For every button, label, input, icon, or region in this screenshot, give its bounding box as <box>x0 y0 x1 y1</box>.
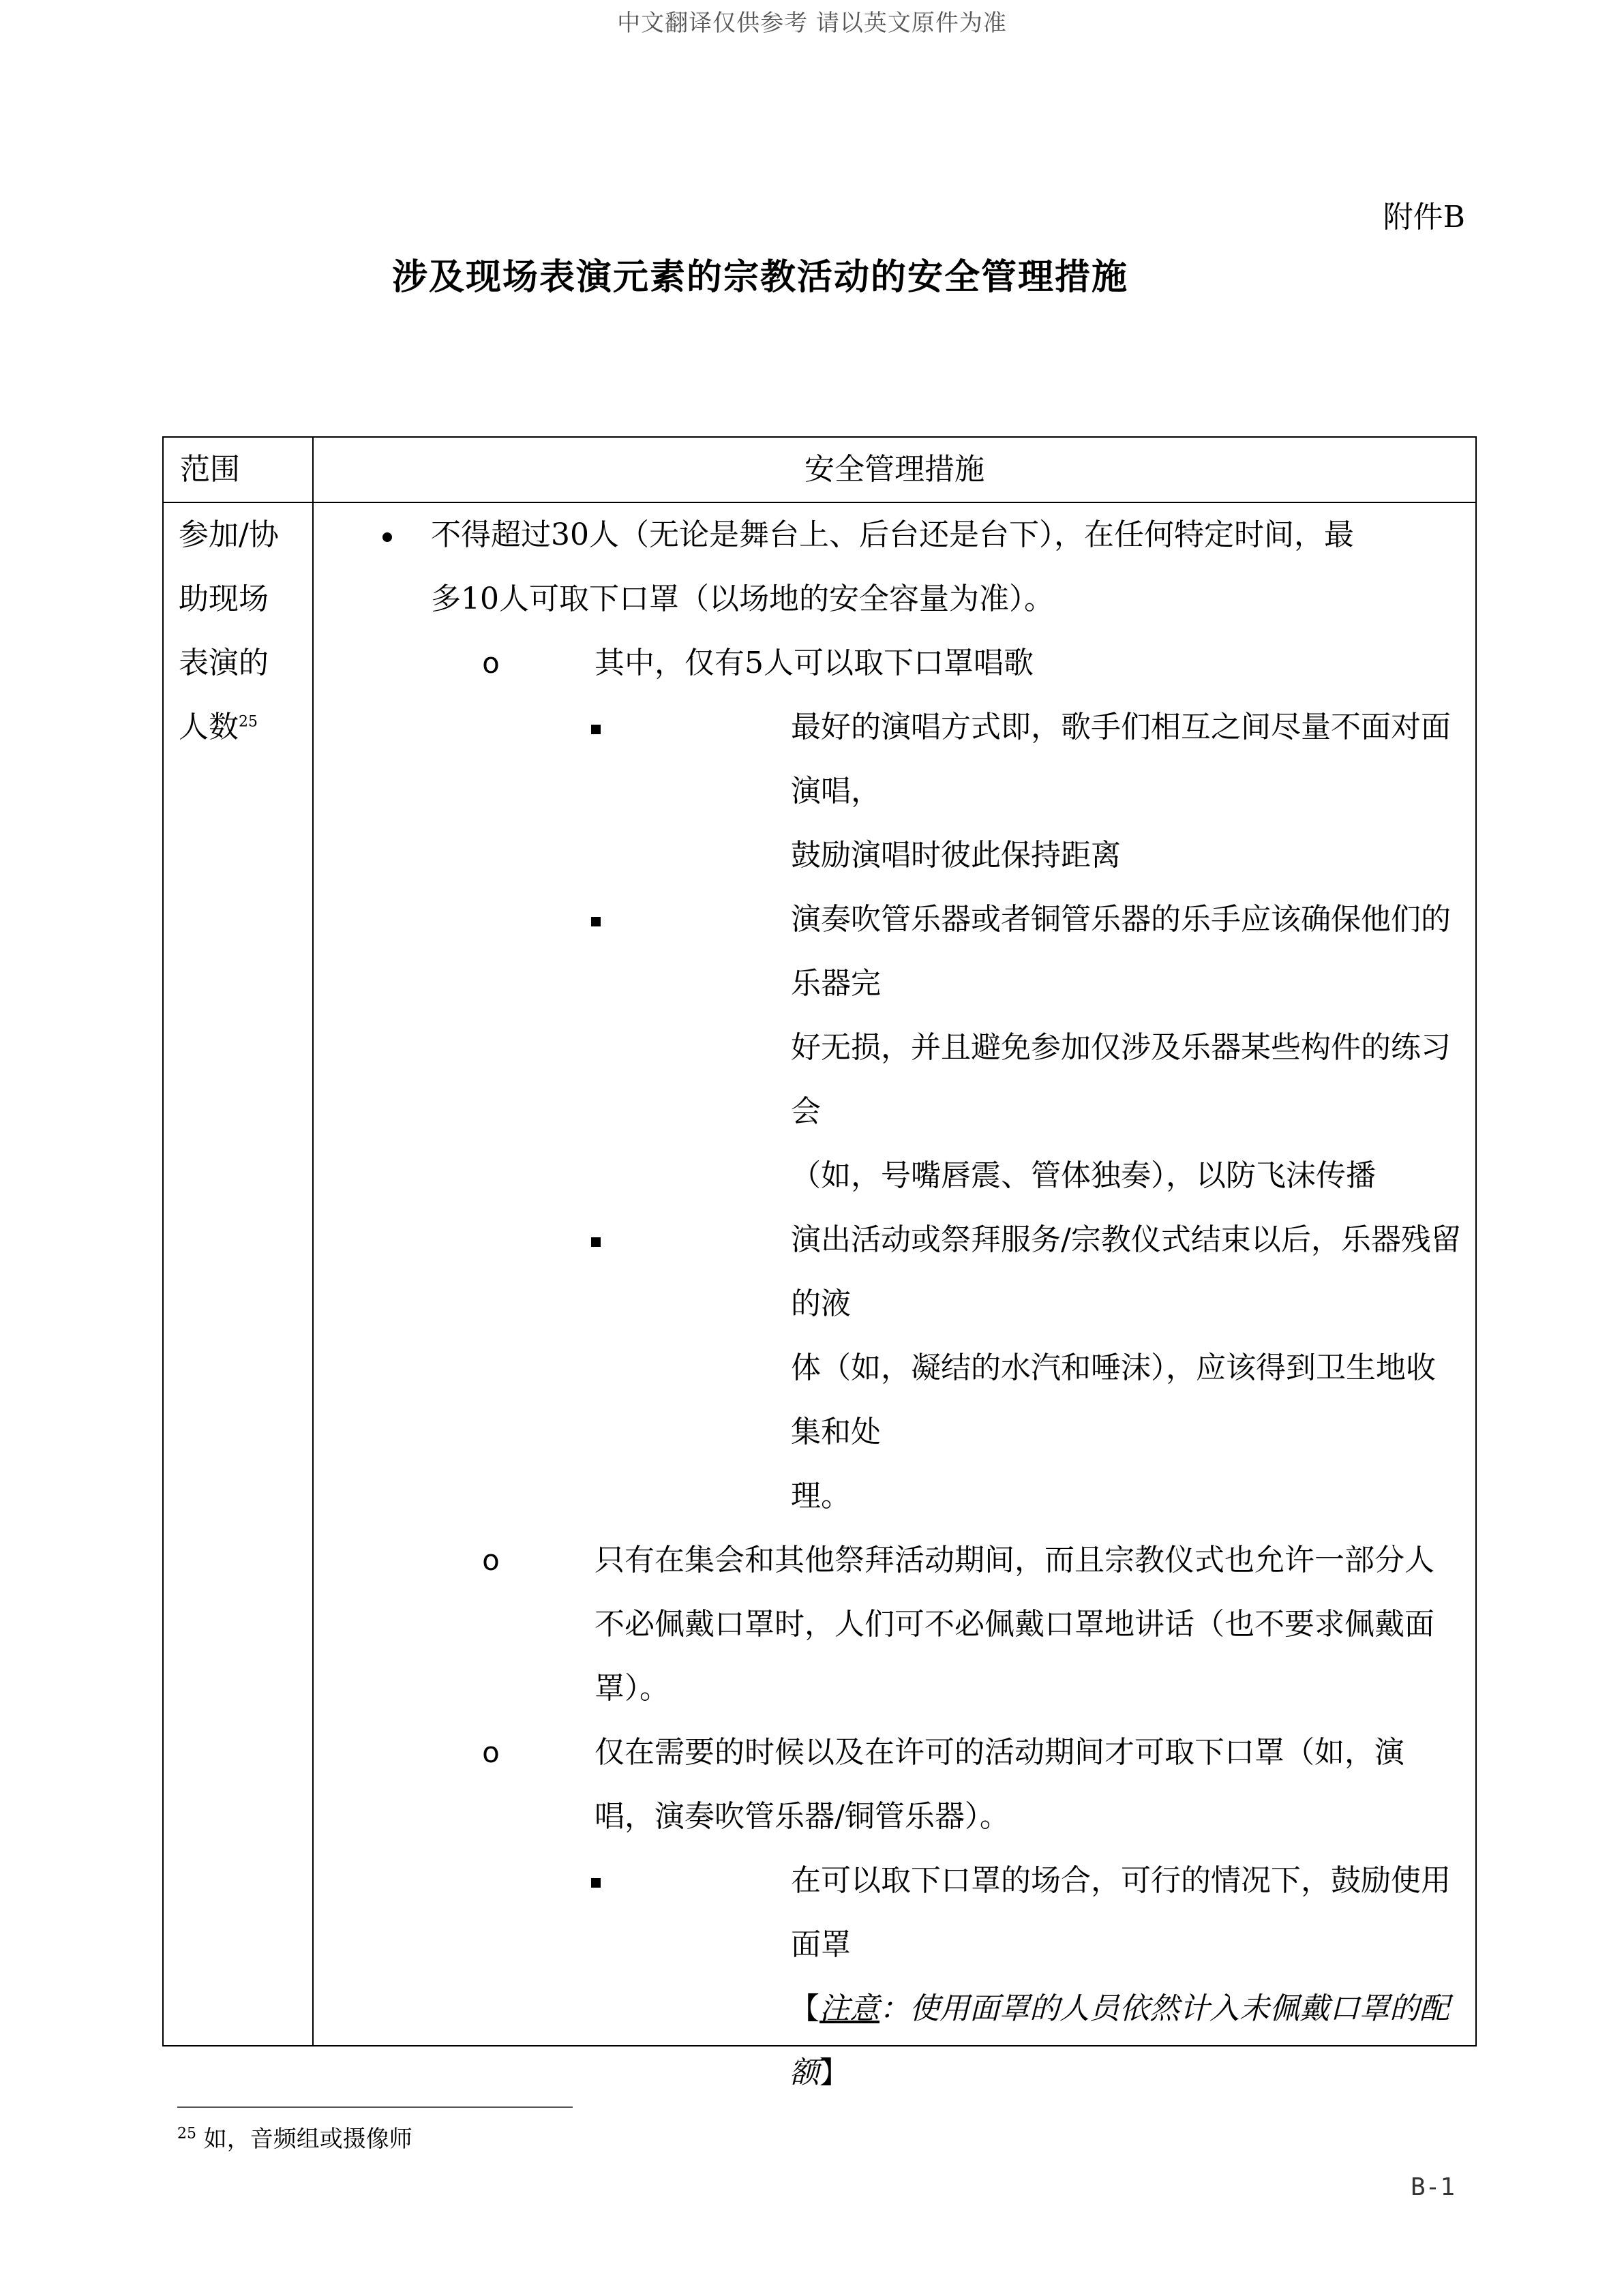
list-item <box>314 1849 1462 1977</box>
bullet-dot-icon <box>374 503 401 567</box>
document-title: 涉及现场表演元素的宗教活动的安全管理措施 <box>391 256 1128 298</box>
item-text: 好无损，并且避免参加仅涉及乐器某些构件的练习会 <box>791 1030 1451 1129</box>
list-item <box>314 1528 1462 1721</box>
translation-watermark: 中文翻译仅供参考 请以英文原件为准 <box>617 10 1007 37</box>
item-text: 多10人可取下口罩（以场地的安全容量为准）。 <box>431 581 1054 616</box>
item-text: 不必佩戴口罩时，人们可不必佩戴口罩地讲话（也不要求佩戴面 <box>595 1607 1434 1642</box>
item-text: 罩）。 <box>595 1671 670 1706</box>
item-text: 最好的演唱方式即，歌手们相互之间尽量不面对面演唱， <box>791 710 1451 809</box>
footnote-number: 25 <box>177 2125 196 2143</box>
item-text: 在可以取下口罩的场合，可行的情况下，鼓励使用面罩 <box>791 1863 1451 1962</box>
bullet-circle-icon: o <box>482 1736 500 1769</box>
measures-cell <box>314 503 1462 2105</box>
bullet-circle-icon: o <box>482 1543 500 1577</box>
scope-line: 助现场 <box>179 581 269 616</box>
list-item <box>314 695 1462 888</box>
item-text: 唱，演奏吹管乐器/铜管乐器）。 <box>595 1799 1010 1834</box>
item-text: 鼓励演唱时彼此保持距离 <box>791 838 1121 873</box>
item-text: （如，号嘴唇震、管体独奏），以防飞沫传播 <box>791 1158 1376 1193</box>
list-item <box>314 503 1462 631</box>
list-item <box>314 888 1462 1208</box>
list-item <box>314 1208 1462 1528</box>
item-text: 理。 <box>791 1479 851 1513</box>
scope-line: 参加/协 <box>179 517 279 552</box>
bullet-square-icon <box>582 1208 610 1272</box>
header-scope: 范围 <box>180 452 240 487</box>
bullet-square-icon <box>582 888 610 952</box>
scope-line <box>179 695 308 759</box>
note-bracket: 】 <box>819 2055 849 2090</box>
list-item <box>314 631 1462 695</box>
scope-line: 表演的 <box>179 646 269 680</box>
item-text: 仅在需要的时候以及在许可的活动期间才可取下口罩（如，演 <box>595 1735 1404 1770</box>
measures-table <box>162 436 1477 2090</box>
footnote-text: 如，音频组或摄像师 <box>196 2126 412 2153</box>
note-label: 注意 <box>819 1991 879 2026</box>
item-text: 体（如，凝结的水汽和唾沫），应该得到卫生地收集和处 <box>791 1350 1436 1449</box>
bullet-square-icon <box>582 1849 610 1913</box>
item-text: 其中，仅有5人可以取下口罩唱歌 <box>595 646 1034 680</box>
footnote-divider <box>177 2106 573 2108</box>
bullet-square-icon <box>582 695 610 759</box>
list-item <box>314 1721 1462 1849</box>
note-bracket: 【 <box>790 1991 819 2026</box>
note-text: ：使用面罩的人员依然计入未佩戴口罩的配额 <box>790 1991 1449 2090</box>
header-measures: 安全管理措施 <box>805 452 984 487</box>
note-line <box>314 1977 1462 2105</box>
bullet-circle-icon: o <box>482 646 500 680</box>
scope-cell <box>179 503 308 759</box>
page-number: B-1 <box>1410 2173 1455 2201</box>
item-text: 演出活动或祭拜服务/宗教仪式结束以后，乐器残留的液 <box>791 1222 1461 1321</box>
scope-line-text: 人数 <box>179 710 239 744</box>
item-text: 只有在集会和其他祭拜活动期间，而且宗教仪式也允许一部分人 <box>595 1543 1434 1577</box>
item-text: 演奏吹管乐器或者铜管乐器的乐手应该确保他们的乐器完 <box>791 902 1451 1001</box>
annex-label: 附件B <box>1383 200 1465 235</box>
footnote <box>177 2120 412 2154</box>
footnote-ref: 25 <box>239 713 258 731</box>
item-text: 不得超过30人（无论是舞台上、后台还是台下），在任何特定时间，最 <box>431 517 1354 552</box>
